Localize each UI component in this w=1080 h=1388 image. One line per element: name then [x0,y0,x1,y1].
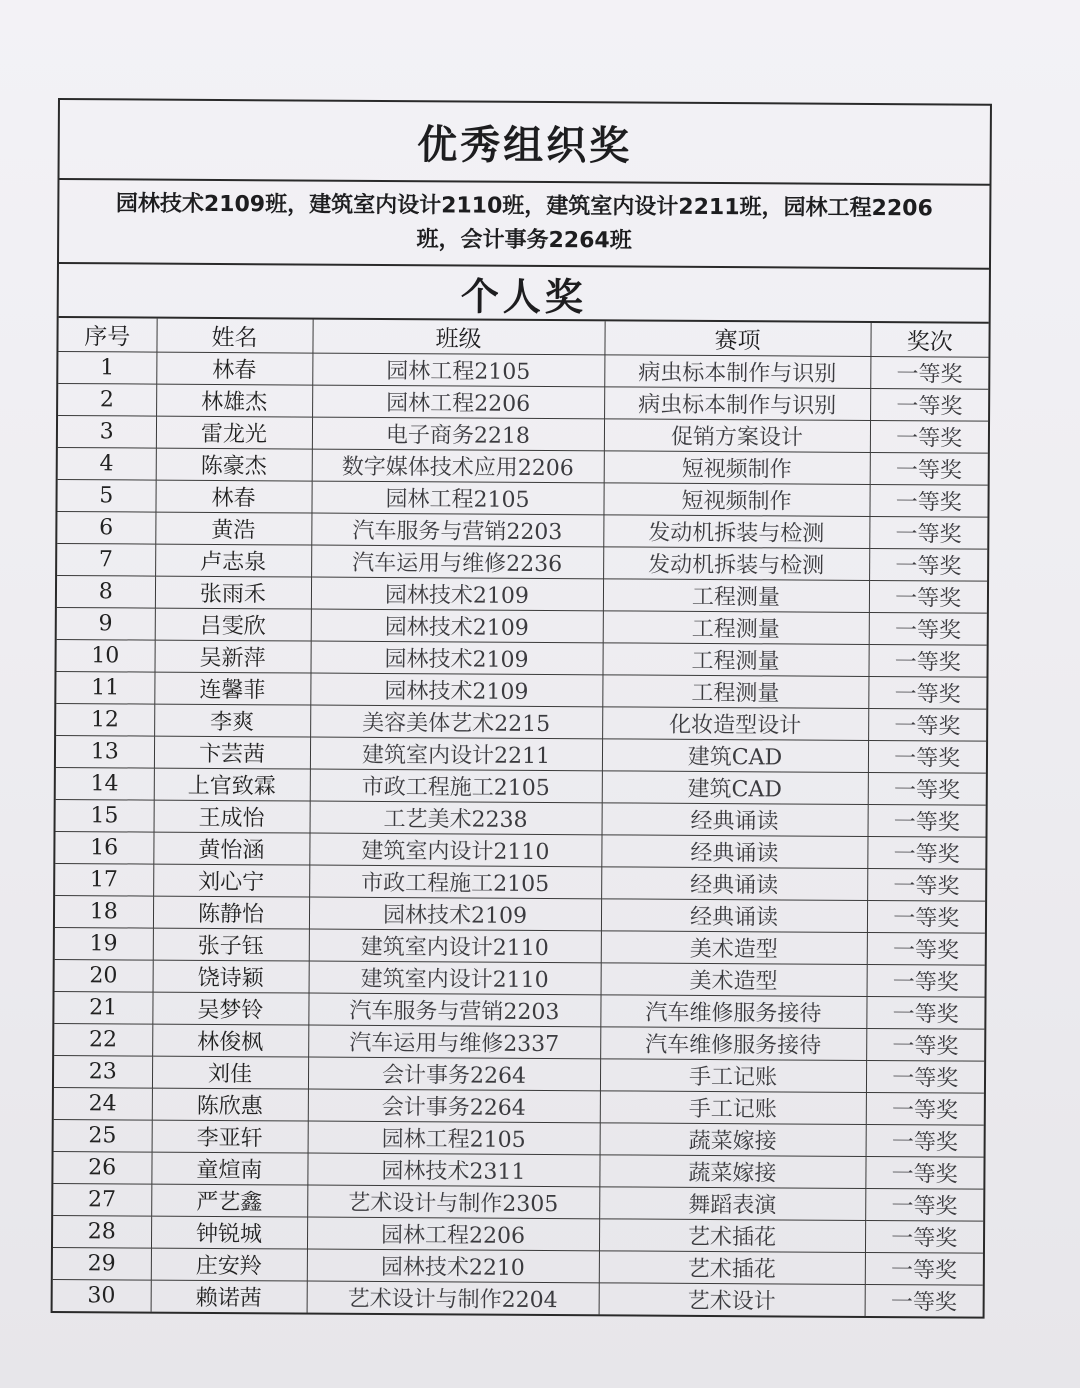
cell-number: 8 [57,576,155,609]
cell-number: 29 [53,1247,151,1280]
cell-number: 13 [56,736,154,769]
cell-number: 28 [53,1215,151,1248]
cell-name: 庄安羚 [151,1248,307,1281]
cell-name: 李爽 [154,704,310,737]
cell-event: 病虫标本制作与识别 [604,355,870,389]
cell-prize: 一等奖 [865,1188,983,1221]
cell-number: 22 [54,1023,152,1056]
cell-prize: 一等奖 [866,1060,984,1093]
cell-class: 建筑室内设计2110 [309,833,601,867]
cell-event: 蔬菜嫁接 [599,1155,865,1189]
cell-name: 吴梦铃 [152,992,308,1025]
header-class: 班级 [312,320,604,355]
cell-class: 建筑室内设计2211 [310,737,602,771]
cell-number: 4 [58,448,156,481]
cell-event: 工程测量 [602,643,868,677]
individual-awards-table [53,318,989,1317]
cell-name: 雷龙光 [156,416,312,449]
cell-event: 美术造型 [601,931,867,965]
cell-event: 短视频制作 [603,483,869,517]
cell-number: 17 [55,863,153,896]
cell-class: 园林技术2109 [311,609,603,643]
cell-name: 赖诺茜 [151,1280,307,1312]
cell-class: 数字媒体技术应用2206 [312,449,604,483]
section-subtitle: 个人奖 [460,272,587,319]
cell-prize: 一等奖 [866,1124,984,1157]
header-number: 序号 [58,318,156,352]
cell-class: 市政工程施工2105 [310,769,602,803]
cell-prize: 一等奖 [869,612,987,645]
cell-number: 21 [54,991,152,1024]
cell-number: 15 [56,799,154,832]
cell-prize: 一等奖 [870,388,988,421]
cell-class: 汽车运用与维修2337 [308,1025,600,1059]
cell-number: 11 [56,672,154,705]
cell-number: 20 [55,959,153,992]
cell-class: 汽车运用与维修2236 [311,545,603,579]
cell-prize: 一等奖 [868,804,986,837]
cell-name: 林春 [156,352,312,385]
cell-class: 园林技术2109 [309,897,601,931]
cell-class: 建筑室内设计2110 [309,961,601,995]
award-sheet [51,98,992,1319]
cell-number: 19 [55,927,153,960]
title-row [59,100,989,186]
cell-event: 发动机拆装与检测 [603,515,869,549]
cell-event: 汽车维修服务接待 [600,995,866,1029]
cell-class: 园林技术2109 [310,641,602,675]
table-row [53,1279,983,1316]
cell-name: 连馨菲 [154,672,310,705]
cell-prize: 一等奖 [867,900,985,933]
cell-prize: 一等奖 [868,644,986,677]
cell-class: 园林工程2105 [312,353,604,387]
cell-prize: 一等奖 [866,996,984,1029]
cell-name: 黄浩 [155,512,311,545]
cell-name: 黄怡涵 [153,832,309,865]
cell-number: 1 [58,352,156,385]
cell-prize: 一等奖 [865,1156,983,1189]
cell-event: 建筑CAD [602,771,868,805]
cell-name: 张雨禾 [155,576,311,609]
cell-event: 艺术设计 [599,1283,865,1316]
cell-class: 园林技术2210 [307,1249,599,1283]
cell-name: 刘佳 [152,1056,308,1089]
cell-class: 园林工程2206 [307,1217,599,1251]
cell-prize: 一等奖 [865,1284,983,1316]
document-title: 优秀组织奖 [417,120,633,170]
cell-event: 病虫标本制作与识别 [604,387,870,421]
cell-class: 电子商务2218 [312,417,604,451]
cell-number: 26 [53,1151,151,1184]
cell-number: 18 [55,895,153,928]
cell-prize: 一等奖 [870,420,988,453]
cell-class: 汽车服务与营销2203 [308,993,600,1027]
cell-event: 艺术插花 [599,1251,865,1285]
subtitle-row [59,264,989,324]
cell-prize: 一等奖 [867,964,985,997]
cell-event: 促销方案设计 [604,419,870,453]
cell-prize: 一等奖 [867,932,985,965]
cell-event: 美术造型 [601,963,867,997]
cell-number: 30 [53,1279,151,1311]
cell-event: 经典诵读 [601,835,867,869]
cell-event: 经典诵读 [601,899,867,933]
cell-event: 经典诵读 [601,867,867,901]
cell-name: 陈欣惠 [152,1088,308,1121]
cell-name: 刘心宁 [153,864,309,897]
cell-prize: 一等奖 [868,676,986,709]
cell-number: 27 [53,1183,151,1216]
cell-name: 童煊南 [151,1152,307,1185]
cell-prize: 一等奖 [867,868,985,901]
cell-prize: 一等奖 [869,484,987,517]
cell-number: 9 [57,608,155,641]
cell-number: 16 [55,831,153,864]
cell-name: 严艺鑫 [151,1184,307,1217]
cell-class: 园林工程2105 [308,1121,600,1155]
cell-name: 张子钰 [153,928,309,961]
header-prize: 奖次 [870,323,988,357]
cell-name: 钟锐城 [151,1216,307,1249]
cell-event: 短视频制作 [604,451,870,485]
cell-name: 饶诗颖 [153,960,309,993]
cell-number: 14 [56,767,154,800]
cell-prize: 一等奖 [870,452,988,485]
cell-number: 25 [54,1119,152,1152]
cell-event: 经典诵读 [602,803,868,837]
cell-class: 园林技术2109 [310,673,602,707]
cell-event: 化妆造型设计 [602,707,868,741]
cell-prize: 一等奖 [868,740,986,773]
cell-prize: 一等奖 [865,1252,983,1285]
cell-prize: 一等奖 [866,1028,984,1061]
cell-number: 23 [54,1055,152,1088]
cell-event: 工程测量 [603,611,869,645]
cell-class: 园林技术2109 [311,577,603,611]
cell-prize: 一等奖 [870,356,988,389]
cell-event: 手工记账 [600,1091,866,1125]
cell-class: 建筑室内设计2110 [309,929,601,963]
cell-class: 工艺美术2238 [310,801,602,835]
cell-name: 林雄杰 [156,384,312,417]
cell-number: 10 [56,640,154,673]
cell-event: 手工记账 [600,1059,866,1093]
cell-name: 吕雯欣 [155,608,311,641]
cell-number: 3 [58,416,156,449]
cell-event: 发动机拆装与检测 [603,547,869,581]
cell-name: 上官致霖 [154,768,310,801]
cell-prize: 一等奖 [869,516,987,549]
cell-prize: 一等奖 [866,1092,984,1125]
cell-number: 5 [57,480,155,513]
cell-name: 李亚轩 [152,1120,308,1153]
cell-class: 市政工程施工2105 [309,865,601,899]
cell-class: 美容美体艺术2215 [310,705,602,739]
cell-class: 艺术设计与制作2305 [307,1185,599,1219]
cell-name: 林春 [155,480,311,513]
organization-awards-text: 园林技术2109班，建筑室内设计2110班，建筑室内设计2211班，园林工程2206班，会计事务2264班 [115,191,933,254]
cell-name: 陈豪杰 [156,448,312,481]
cell-prize: 一等奖 [867,836,985,869]
cell-name: 吴新萍 [154,640,310,673]
cell-name: 卞芸茜 [154,736,310,769]
cell-class: 汽车服务与营销2203 [311,513,603,547]
cell-class: 会计事务2264 [308,1057,600,1091]
cell-event: 建筑CAD [602,739,868,773]
cell-event: 艺术插花 [599,1219,865,1253]
cell-number: 7 [57,544,155,577]
cell-name: 王成怡 [154,800,310,833]
cell-class: 艺术设计与制作2204 [307,1281,599,1314]
cell-number: 6 [57,512,155,545]
cell-prize: 一等奖 [868,772,986,805]
cell-event: 工程测量 [603,579,869,613]
cell-number: 24 [54,1087,152,1120]
cell-prize: 一等奖 [865,1220,983,1253]
cell-prize: 一等奖 [868,708,986,741]
cell-event: 蔬菜嫁接 [600,1123,866,1157]
cell-class: 园林技术2311 [307,1153,599,1187]
cell-class: 园林工程2105 [311,481,603,515]
cell-name: 陈静怡 [153,896,309,929]
cell-number: 2 [58,384,156,417]
cell-event: 工程测量 [602,675,868,709]
cell-name: 林俊枫 [152,1024,308,1057]
cell-name: 卢志泉 [155,544,311,577]
table-body [53,352,989,1317]
cell-event: 舞蹈表演 [599,1187,865,1221]
header-name: 姓名 [156,319,312,353]
header-event: 赛项 [604,321,870,356]
cell-prize: 一等奖 [869,548,987,581]
table-row [56,767,986,805]
cell-prize: 一等奖 [869,580,987,613]
organization-awards-row [59,180,989,270]
cell-class: 园林工程2206 [312,385,604,419]
cell-class: 会计事务2264 [308,1089,600,1123]
cell-number: 12 [56,704,154,737]
cell-event: 汽车维修服务接待 [600,1027,866,1061]
table-header-row [58,318,988,357]
